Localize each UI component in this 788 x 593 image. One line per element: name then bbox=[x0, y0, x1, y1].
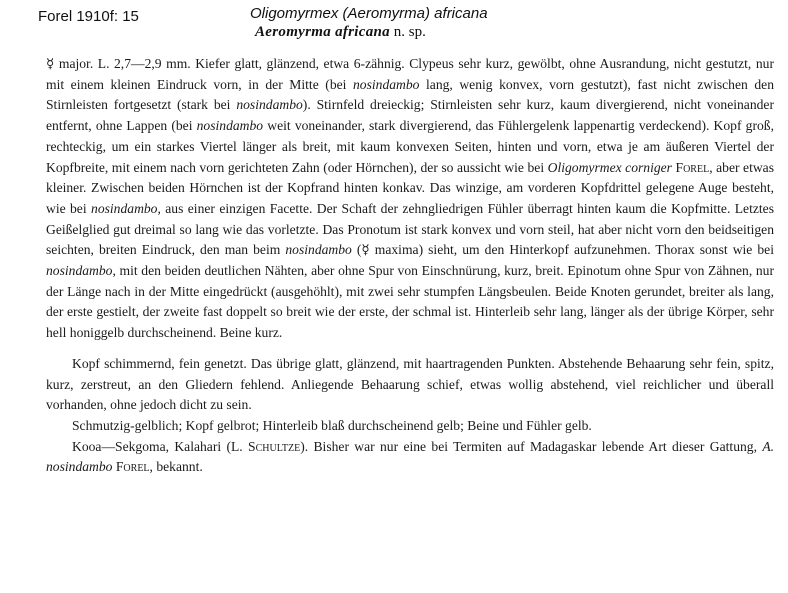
description-paragraph-3: Schmutzig-gelblich; Kopf gelbrot; Hinterleib blaß durchscheinend gelb; Beine und Fühler gelb. bbox=[72, 417, 592, 433]
species-title bbox=[255, 24, 426, 41]
description-body bbox=[46, 54, 774, 478]
description-paragraph-1: ☿ major. L. 2,7—2,9 mm. Kiefer glatt, glänzend, etwa 6-zähnig. Clypeus sehr kurz, gewölbt, ohne Ausrandung, nicht gestutzt, nur mit einem kleinen Eindruck vorn, in der Mitte (bei nosindambo lang, wenig konvex, vorn gestutzt), fast nicht zwischen den Stirnleisten fortgesetzt (stark bei nosindambo). Stirnfeld dreieckig; Stirnleisten sehr kurz, kaum divergierend, nicht voneinander entfernt, ohne Lappen (bei nosindambo weit voneinander, stark divergierend, das Fühlergelenk lappenartig verdeckend). Kopf groß, rechteckig, um ein starkes Viertel länger als breit, mit kaum konvexen Seiten, hinten und vorn, etwa je am äußeren Viertel der Kopfbreite, mit einem nach vorn gerichteten Zahn (oder Hörnchen), der so aussicht wie bei Oligomyrmex corniger Forel, aber etwas kleiner. Zwischen beiden Hörnchen ist der Kopfrand hinten konkav. Das winzige, am vorderen Kopfdrittel gelegene Auge besteht, wie bei nosindambo, aus einer einzigen Facette. Der Schaft der zehngliedrigen Fühler überragt hinten kaum die Kopfmitte. Letztes Geißelglied gut dreimal so lang wie das vorletzte. Das Pronotum ist stark konvex und vorn steil, hat aber nicht vorn den beidseitigen seichten, breiten Eindruck, den man beim nosindambo (☿ maxima) sieht, um den Hinterkopf aufzunehmen. Thorax sonst wie bei nosindambo, mit den beiden deutlichen Nähten, aber ohne Spur von Einschnürung, kurz, breit. Epinotum ohne Spur von Zähnen, nur der Länge nach in der Mitte eingedrückt (ausgehöhlt), mit zwei sehr stumpfen Längsbeulen. Beide Knoten gerundet, breiter als lang, der erste gestielt, der zweite fast doppelt so breit wie der erste, der schmal ist. Hinterleib sehr lang, länger als der übrige Körper, sehr hell honiggelb durchscheinend. Beine kurz. bbox=[46, 56, 774, 341]
species-status: n. sp. bbox=[393, 24, 426, 40]
description-paragraph-4: Kooa—Sekgoma, Kalahari (L. Schultze). Bisher war nur eine bei Termiten auf Madagaskar lebende Art dieser Gattung, A. nosindambo Forel, bekannt. bbox=[46, 438, 775, 475]
page-reference: Forel 1910f: 15 bbox=[38, 8, 139, 25]
species-name: Aeromyrma africana bbox=[255, 24, 390, 40]
taxon-heading: Oligomyrmex (Aeromyrma) africana bbox=[250, 5, 488, 22]
description-paragraph-2: Kopf schimmernd, fein genetzt. Das übrige glatt, glänzend, mit haartragenden Punkten. Abstehende Behaarung sehr fein, spitz, kurz, zerstreut, an den Gliedern fehlend. Anliegende Behaarung schief, etwas wollig abstehend, viel reichlicher und überall vorhanden, ohne jedoch dicht zu sein. bbox=[46, 355, 774, 413]
